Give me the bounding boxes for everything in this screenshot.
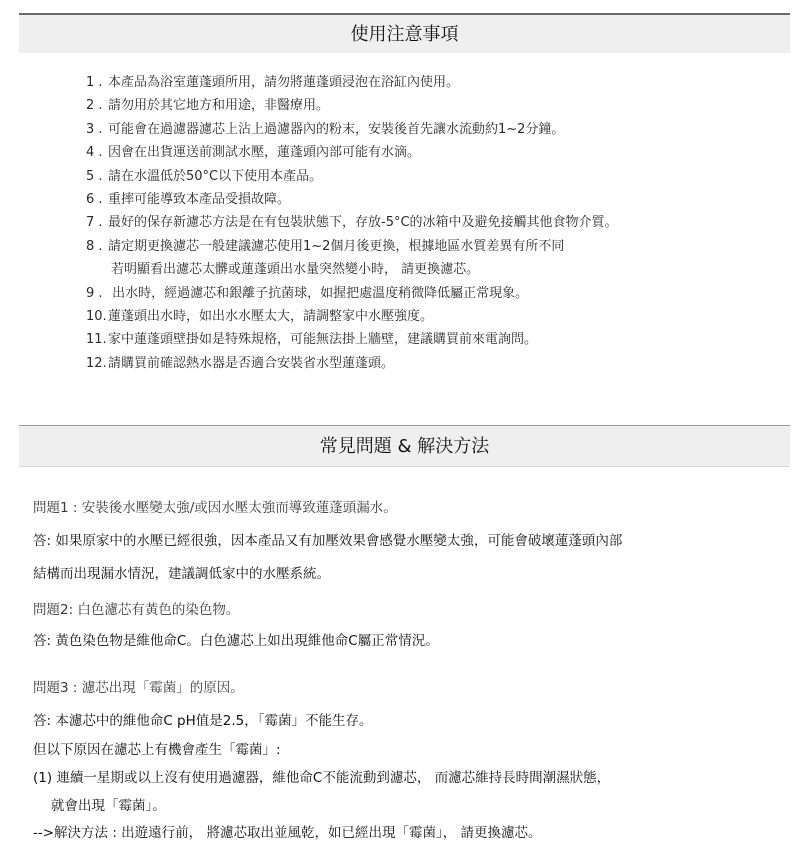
note-item <box>86 211 618 234</box>
faq-answer-3-line-2: 但以下原因在濾芯上有機會產生「霉菌」: <box>33 742 281 758</box>
note-text: 請在水溫低於50°C以下使用本產品。 <box>108 168 323 184</box>
note-number: 8 . <box>86 238 103 254</box>
faq-answer-3-solution: -->解決方法 : 出遊遠行前， 將濾芯取出並風乾，如已經出現「霉菌」， 請更換濾芯。 <box>33 825 542 841</box>
faq-question-3: 問題3 : 濾芯出現「霉菌」的原因。 <box>33 680 244 696</box>
note-text: 重摔可能導致本產品受損故障。 <box>108 191 291 207</box>
note-text: 可能會在過濾器濾芯上沾上過濾器內的粉末，安裝後首先讓水流動約1~2分鐘。 <box>108 121 565 137</box>
faq-answer-3-line-4: 就會出現「霉菌」。 <box>51 798 166 814</box>
note-item <box>86 305 618 328</box>
note-number: 6 . <box>86 191 103 207</box>
note-text: 因會在出貨運送前測試水壓，蓮蓬頭內部可能有水滴。 <box>108 145 421 161</box>
note-number: 4 . <box>86 145 103 161</box>
note-text: 最好的保存新濾芯方法是在有包裝狀態下，存放-5°C的冰箱中及避免接觸其他食物介質。 <box>108 215 618 231</box>
note-number: 10. <box>86 308 107 324</box>
note-item <box>86 141 618 164</box>
note-item <box>86 118 618 141</box>
note-number: 1 . <box>86 75 103 90</box>
note-number: 11. <box>86 332 107 348</box>
note-item <box>86 328 618 351</box>
note-number: 9 . <box>86 285 103 301</box>
note-item <box>86 282 618 305</box>
note-text: 蓮蓬頭出水時，如出水水壓太大，請調整家中水壓強度。 <box>108 308 434 324</box>
note-number: 7 . <box>86 215 103 231</box>
note-text: 請購買前確認熱水器是否適合安裝省水型蓮蓬頭。 <box>108 355 395 371</box>
note-number: 12. <box>86 355 107 371</box>
note-text: 家中蓮蓬頭壁掛如是特殊規格，可能無法掛上牆壁，建議購買前來電詢問。 <box>108 332 538 348</box>
note-text: 本產品為浴室蓮蓬頭所用，請勿將蓮蓬頭浸泡在浴缸內使用。 <box>108 75 460 90</box>
faq-answer-1-line-2: 結構而出現漏水情況，建議調低家中的水壓系統。 <box>33 566 330 582</box>
note-text: 請定期更換濾芯一般建議濾芯使用1~2個月後更換，根據地區水質差異有所不同 <box>108 238 565 254</box>
note-item-continuation <box>86 258 618 281</box>
note-item <box>86 235 618 258</box>
note-item <box>86 188 618 211</box>
notes-list <box>86 71 618 375</box>
note-number: 5 . <box>86 168 103 184</box>
note-item <box>86 165 618 188</box>
note-text: 若明顯看出濾芯太髒或蓮蓬頭出水量突然變小時， 請更換濾芯。 <box>111 262 480 278</box>
note-item <box>86 352 618 375</box>
faq-answer-3-line-3: (1) 連續一星期或以上沒有使用過濾器，維他命C不能流動到濾芯， 而濾芯維持長時間潮濕狀態， <box>33 770 611 786</box>
note-number: 2 . <box>86 98 103 114</box>
faq-answer-2: 答: 黃色染色物是維他命C。白色濾芯上如出現維他命C屬正常情況。 <box>33 633 439 649</box>
faq-answer-3-line-1: 答: 本濾芯中的維他命C pH值是2.5，「霉菌」不能生存。 <box>33 713 373 729</box>
faq-question-1: 問題1 : 安裝後水壓變太強/或因水壓太強而導致蓮蓬頭漏水。 <box>33 500 397 516</box>
faq-section-title: 常見問題 & 解決方法 <box>19 425 790 467</box>
note-number: 3 . <box>86 121 103 137</box>
note-text: 請勿用於其它地方和用途，非醫療用。 <box>108 98 330 114</box>
note-item <box>86 71 618 94</box>
notes-section-title: 使用注意事項 <box>19 13 790 53</box>
note-text: 出水時，經過濾芯和銀離子抗菌球，如握把處溫度稍微降低屬正常現象。 <box>108 285 529 301</box>
faq-question-2: 問題2: 白色濾芯有黃色的染色物。 <box>33 602 240 618</box>
note-item <box>86 94 618 117</box>
faq-answer-1-line-1: 答: 如果原家中的水壓已經很強，因本產品又有加壓效果會感覺水壓變太強，可能會破壞蓮蓬頭內部 <box>33 533 623 549</box>
